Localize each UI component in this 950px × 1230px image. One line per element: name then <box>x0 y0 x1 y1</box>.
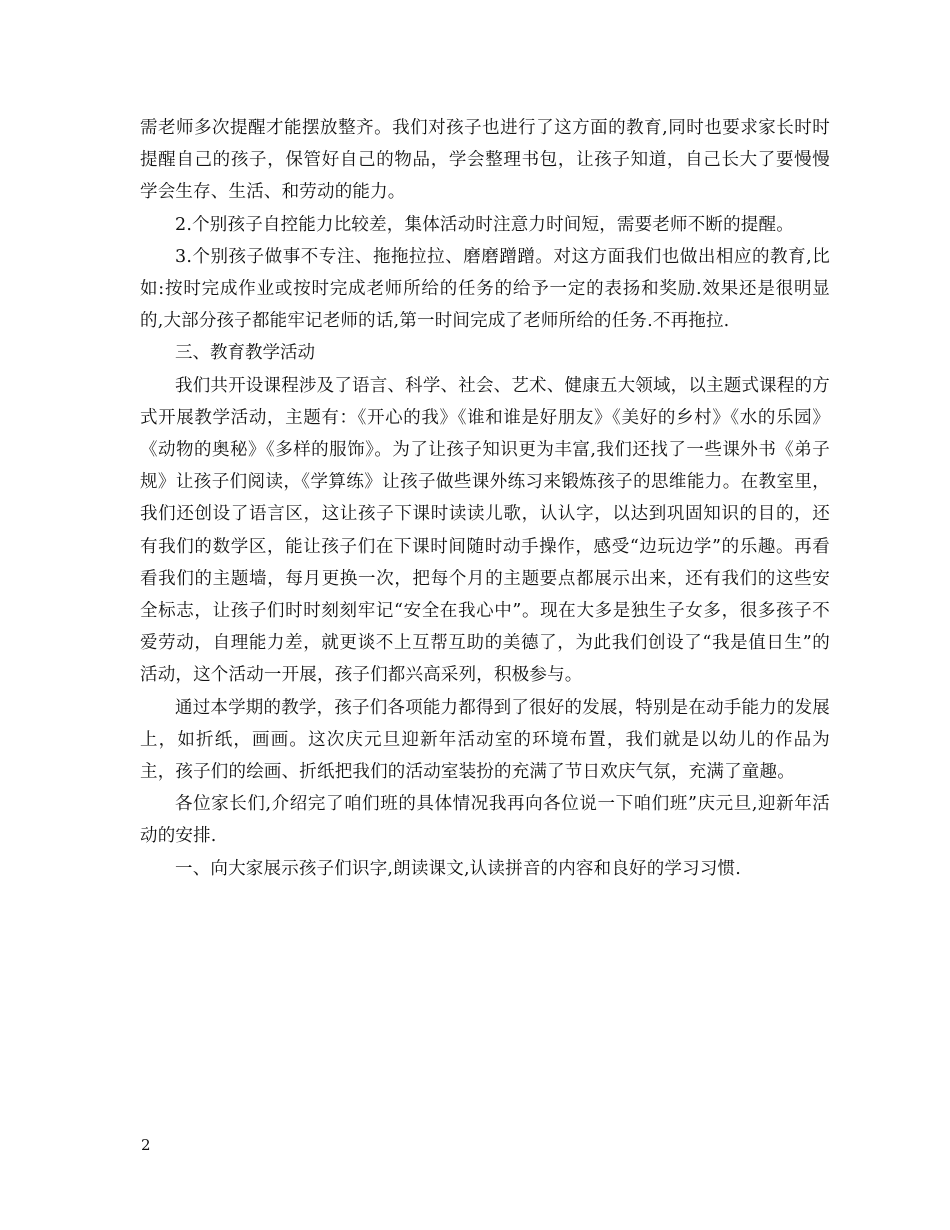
paragraph-continued: 需老师多次提醒才能摆放整齐。我们对孩子也进行了这方面的教育,同时也要求家长时时提醒自己的孩子，保管好自己的物品，学会整理书包，让孩子知道，自己长大了要慢慢学会生存、生活、和劳动的能力。 <box>140 118 830 203</box>
document-body <box>140 112 830 885</box>
paragraph-item-3: 3.个别孩子做事不专注、拖拖拉拉、磨磨蹭蹭。对这方面我们也做出相应的教育,比如:按时完成作业或按时完成老师所给的任务的给予一定的表扬和奖励.效果还是很明显的,大部分孩子都能牢记老师的话,第一时间完成了老师所给的任务.不再拖拉. <box>140 246 830 332</box>
paragraph-item-2: 2.个别孩子自控能力比较差，集体活动时注意力时间短，需要老师不断的提醒。 <box>175 214 794 235</box>
paragraph-activity-one: 一、向大家展示孩子们识字,朗读课文,认读拼音的内容和良好的学习习惯. <box>175 858 741 879</box>
paragraph-parents-address: 各位家长们,介绍完了咱们班的具体情况我再向各位说一下咱们班”庆元旦,迎新年活动的安排. <box>140 794 830 847</box>
paragraph-development: 通过本学期的教学，孩子们各项能力都得到了很好的发展，特别是在动手能力的发展上，如折纸，画画。这次庆元旦迎新年活动室的环境布置，我们就是以幼儿的作品为主，孩子们的绘画、折纸把我们的活动室装扮的充满了节日欢庆气氛，充满了童趣。 <box>140 697 830 783</box>
paragraph-curriculum: 我们共开设课程涉及了语言、科学、社会、艺术、健康五大领域，以主题式课程的方式开展教学活动，主题有：《开心的我》《谁和谁是好朋友》《美好的乡村》《水的乐园》《动物的奥秘》《多样的服饰》。为了让孩子知识更为丰富,我们还找了一些课外书《弟子规》让孩子们阅读，《学算练》让孩子做些课外练习来锻炼孩子的思维能力。在教室里，我们还创设了语言区，这让孩子下课时读读儿歌，认认字，以达到巩固知识的目的，还有我们的数学区，能让孩子们在下课时间随时动手操作，感受“边玩边学”的乐趣。再看看我们的主题墙，每月更换一次，把每个月的主题要点都展示出来，还有我们的这些安全标志，让孩子们时时刻刻牢记“安全在我心中”。现在大多是独生子女多，很多孩子不爱劳动，自理能力差，就更谈不上互帮互助的美德了，为此我们创设了“我是值日生”的活动，这个活动一开展，孩子们都兴高采列，积极参与。 <box>140 375 830 686</box>
section-heading-teaching-activities: 三、教育教学活动 <box>175 343 315 364</box>
page-number: 2 <box>141 1136 151 1154</box>
